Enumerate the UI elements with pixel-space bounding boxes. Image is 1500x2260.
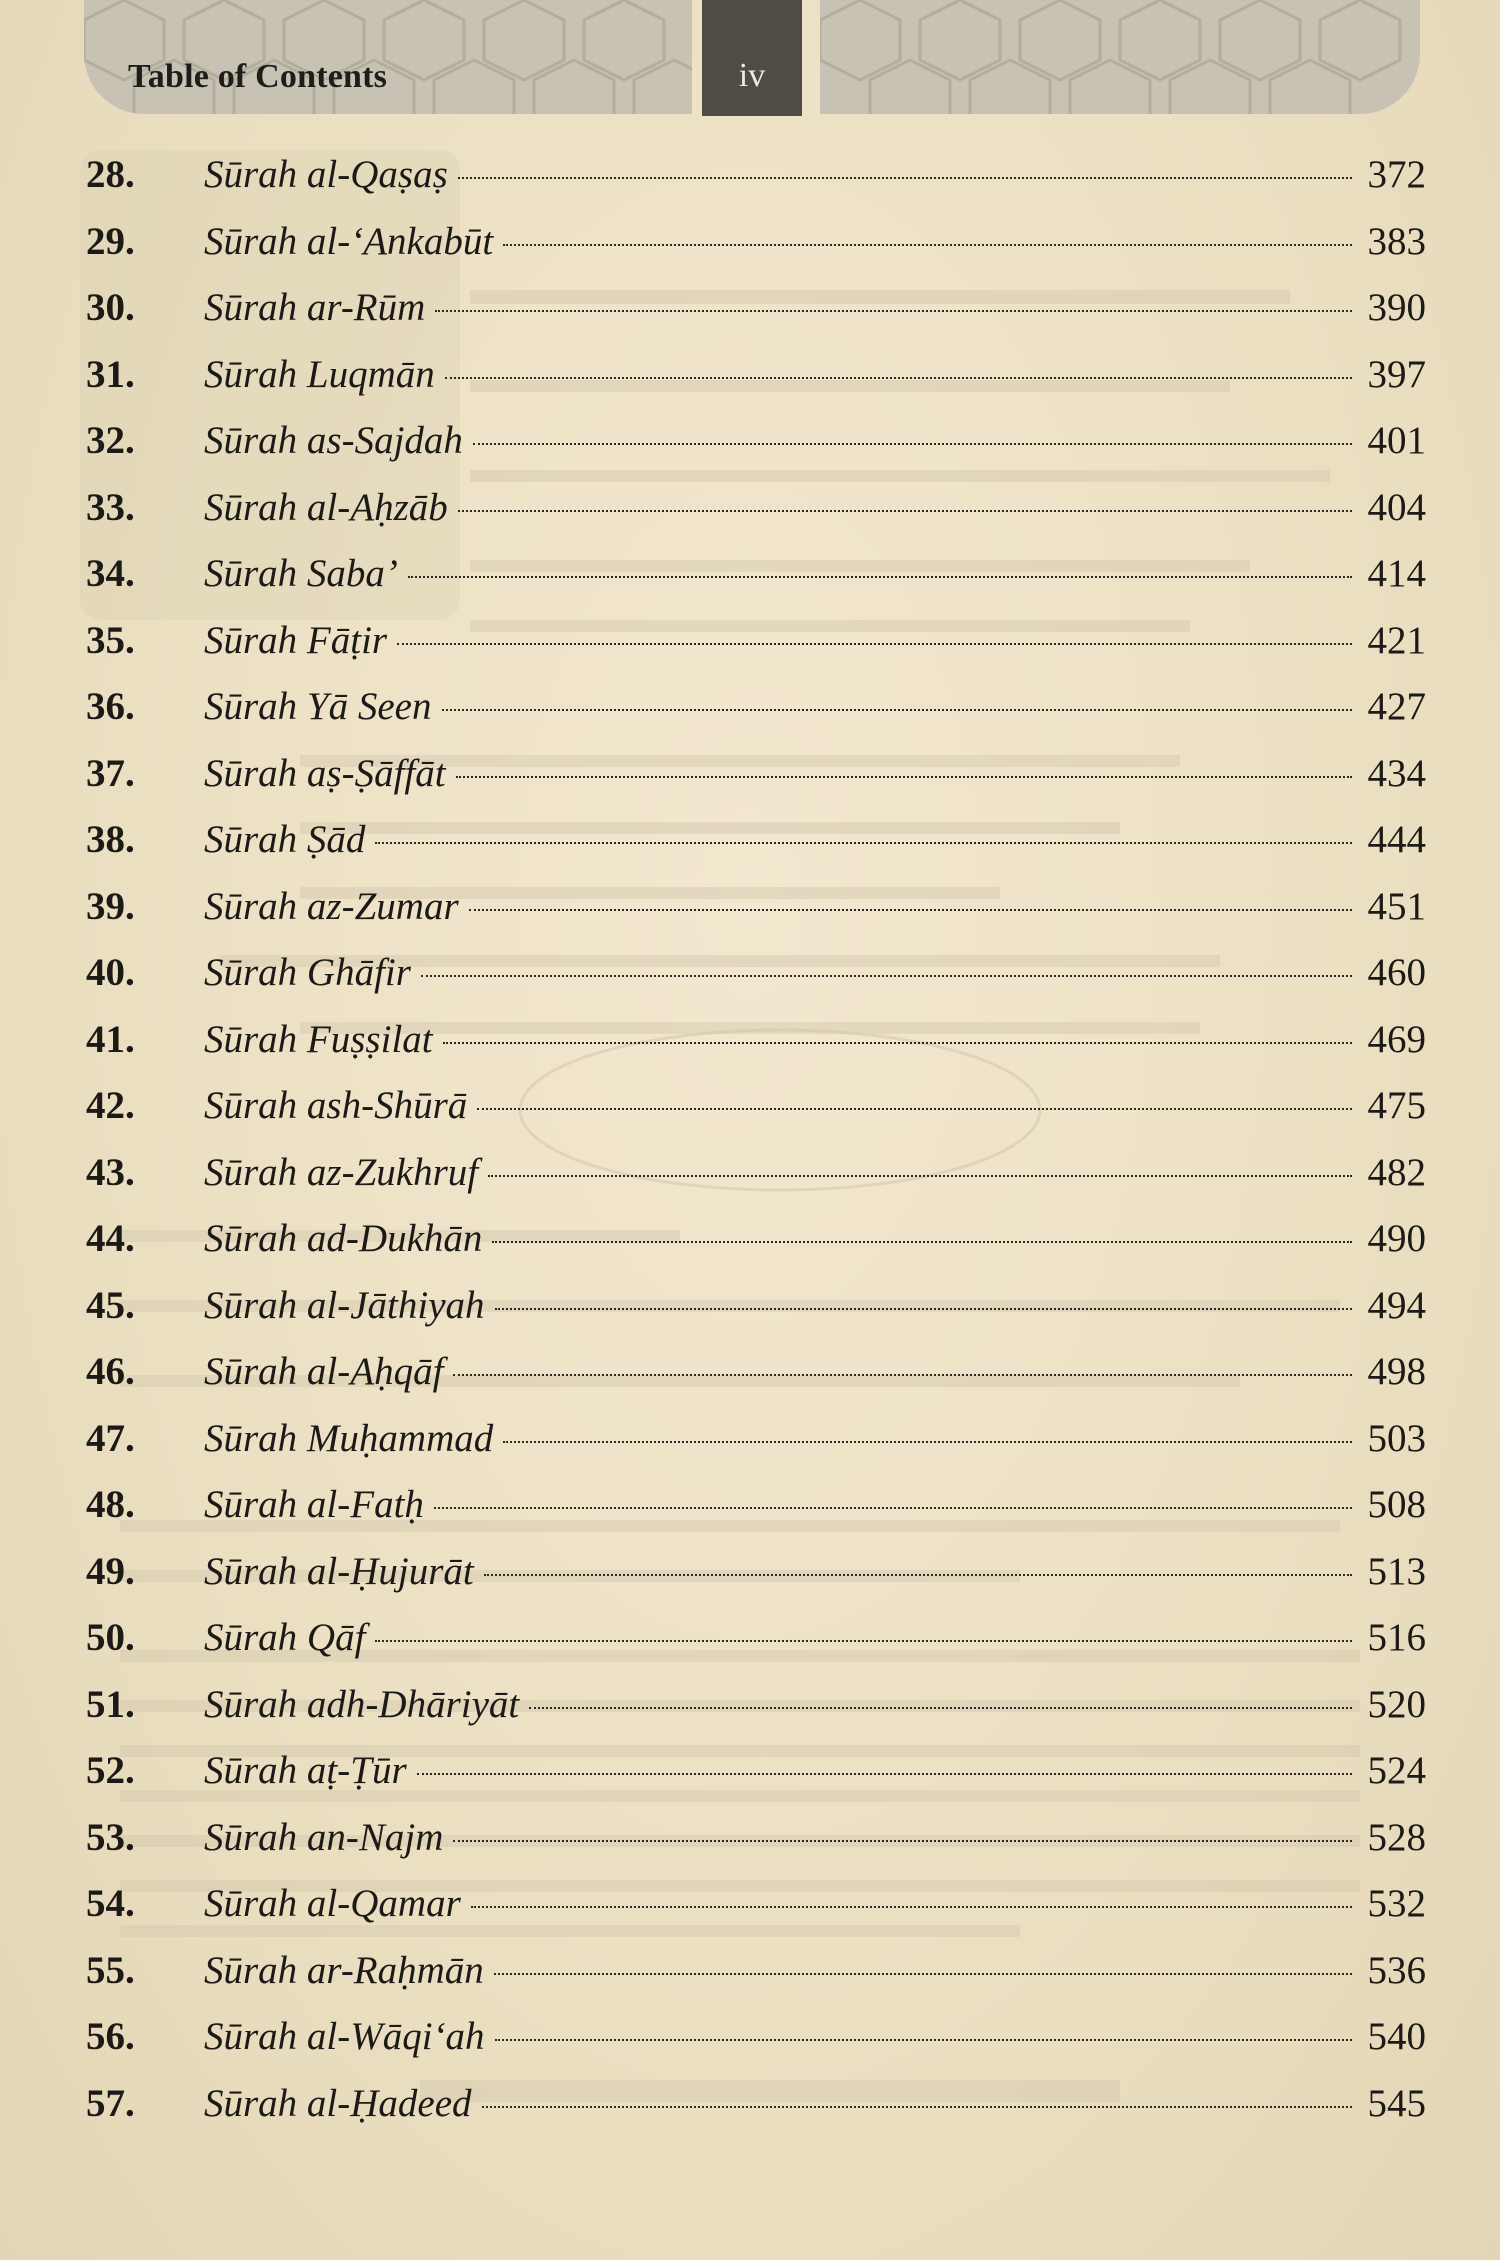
toc-entry[interactable]	[86, 1017, 1426, 1084]
entry-page: 503	[1367, 1416, 1426, 1460]
toc-entry[interactable]	[86, 1615, 1426, 1682]
entry-number: 51.	[86, 1682, 135, 1726]
toc-entry[interactable]	[86, 1682, 1426, 1749]
entry-number: 46.	[86, 1350, 135, 1393]
dot-leader	[443, 1042, 1352, 1044]
entry-title: Sūrah ar-Rūm	[204, 286, 426, 329]
entry-title: Sūrah al-Ḥadeed	[204, 2081, 472, 2125]
toc-entry[interactable]	[86, 1748, 1426, 1815]
entry-page: 520	[1367, 1682, 1426, 1726]
entry-title: Sūrah an-Najm	[204, 1815, 444, 1859]
entry-page: 513	[1367, 1549, 1426, 1593]
toc-entry[interactable]	[86, 884, 1426, 951]
entry-number: 35.	[86, 618, 135, 662]
entry-title: Sūrah adh-Dhāriyāt	[204, 1682, 520, 1726]
dot-leader	[469, 909, 1352, 911]
entry-number: 43.	[86, 1150, 135, 1194]
dot-leader	[488, 1175, 1352, 1177]
entry-page: 540	[1367, 2015, 1426, 2058]
entry-title: Sūrah Luqmān	[204, 352, 435, 396]
dot-leader	[495, 2039, 1352, 2041]
entry-page: 545	[1367, 2081, 1426, 2125]
dot-leader	[494, 1973, 1352, 1975]
dot-leader	[453, 1374, 1352, 1376]
entry-page: 383	[1367, 219, 1426, 263]
dot-leader	[453, 1840, 1352, 1842]
entry-page: 490	[1367, 1217, 1426, 1260]
dot-leader	[435, 310, 1352, 312]
entry-title: Sūrah Ghāfir	[204, 951, 411, 994]
entry-number: 33.	[86, 485, 135, 529]
entry-number: 38.	[86, 818, 135, 861]
entry-page: 372	[1367, 153, 1426, 196]
entry-number: 29.	[86, 219, 135, 263]
entry-title: Sūrah Fāṭir	[204, 618, 388, 662]
table-of-contents	[86, 152, 1426, 2147]
dot-leader	[434, 1507, 1352, 1509]
entry-page: 421	[1367, 618, 1426, 662]
entry-page: 508	[1367, 1483, 1426, 1526]
page-number: iv	[738, 57, 766, 94]
toc-entry[interactable]	[86, 1482, 1426, 1549]
dot-leader	[375, 1640, 1352, 1642]
entry-number: 45.	[86, 1283, 135, 1327]
dot-leader	[445, 377, 1352, 379]
entry-title: Sūrah Qāf	[204, 1616, 366, 1659]
entry-title: Sūrah al-Aḥqāf	[204, 1350, 444, 1393]
entry-page: 401	[1367, 419, 1426, 462]
toc-entry[interactable]	[86, 1948, 1426, 2015]
toc-entry[interactable]	[86, 2014, 1426, 2081]
toc-entry[interactable]	[86, 485, 1426, 552]
toc-entry[interactable]	[86, 2081, 1426, 2148]
entry-title: Sūrah Ṣād	[204, 818, 366, 861]
page-number-tab	[702, 0, 802, 116]
entry-number: 42.	[86, 1084, 135, 1127]
entry-page: 494	[1367, 1283, 1426, 1327]
dot-leader	[503, 244, 1352, 246]
dot-leader	[473, 443, 1352, 445]
dot-leader	[503, 1441, 1352, 1443]
entry-number: 53.	[86, 1815, 135, 1859]
dot-leader	[458, 510, 1352, 512]
entry-title: Sūrah al-Fatḥ	[204, 1483, 424, 1526]
entry-number: 49.	[86, 1549, 135, 1593]
entry-page: 427	[1367, 685, 1426, 728]
toc-entry[interactable]	[86, 1283, 1426, 1350]
dot-leader	[477, 1108, 1352, 1110]
entry-title: Sūrah ar-Raḥmān	[204, 1948, 484, 1992]
entry-number: 47.	[86, 1416, 135, 1460]
dot-leader	[417, 1773, 1352, 1775]
entry-number: 28.	[86, 153, 135, 196]
entry-page: 434	[1367, 751, 1426, 795]
dot-leader	[375, 842, 1352, 844]
entry-title: Sūrah al-Qaṣaṣ	[204, 153, 448, 196]
entry-page: 482	[1367, 1150, 1426, 1194]
entry-number: 32.	[86, 419, 135, 462]
entry-page: 444	[1367, 818, 1426, 861]
toc-entry[interactable]	[86, 219, 1426, 286]
toc-entry[interactable]	[86, 418, 1426, 485]
dot-leader	[408, 576, 1352, 578]
entry-number: 54.	[86, 1882, 135, 1925]
entry-page: 404	[1367, 485, 1426, 529]
entry-title: Sūrah al-‘Ankabūt	[204, 219, 494, 263]
entry-title: Sūrah az-Zukhruf	[204, 1150, 479, 1194]
dot-leader	[456, 776, 1352, 778]
entry-title: Sūrah ad-Dukhān	[204, 1217, 483, 1260]
entry-number: 48.	[86, 1483, 135, 1526]
header-band-right	[820, 0, 1420, 114]
dot-leader	[421, 975, 1352, 977]
toc-entry[interactable]	[86, 352, 1426, 419]
entry-number: 44.	[86, 1217, 135, 1260]
entry-number: 50.	[86, 1616, 135, 1659]
entry-page: 390	[1367, 286, 1426, 329]
entry-page: 498	[1367, 1350, 1426, 1393]
entry-page: 524	[1367, 1749, 1426, 1792]
header-title: Table of Contents	[128, 58, 388, 95]
entry-title: Sūrah al-Qamar	[204, 1882, 461, 1925]
entry-title: Sūrah Fuṣṣilat	[204, 1017, 433, 1061]
header-band-left	[84, 0, 692, 114]
toc-entry[interactable]	[86, 751, 1426, 818]
entry-page: 516	[1367, 1616, 1426, 1659]
dot-leader	[492, 1241, 1352, 1243]
entry-number: 36.	[86, 685, 135, 728]
entry-number: 30.	[86, 286, 135, 329]
dot-leader	[495, 1308, 1352, 1310]
entry-title: Sūrah Muḥammad	[204, 1416, 494, 1460]
entry-number: 31.	[86, 352, 135, 396]
toc-entry[interactable]	[86, 817, 1426, 884]
entry-page: 469	[1367, 1017, 1426, 1061]
entry-number: 57.	[86, 2081, 135, 2125]
entry-page: 528	[1367, 1815, 1426, 1859]
toc-entry[interactable]	[86, 152, 1426, 219]
toc-entry[interactable]	[86, 1150, 1426, 1217]
dot-leader	[442, 709, 1353, 711]
toc-entry[interactable]	[86, 1815, 1426, 1882]
entry-number: 39.	[86, 884, 135, 928]
dot-leader	[471, 1906, 1352, 1908]
entry-title: Sūrah aṭ-Ṭūr	[204, 1749, 407, 1792]
toc-entry[interactable]	[86, 1083, 1426, 1150]
entry-page: 532	[1367, 1882, 1426, 1925]
toc-entry[interactable]	[86, 618, 1426, 685]
dot-leader	[484, 1574, 1352, 1576]
entry-title: Sūrah al-Wāqi‘ah	[204, 2015, 485, 2058]
entry-title: Sūrah Saba’	[204, 552, 398, 595]
toc-entry[interactable]	[86, 551, 1426, 618]
toc-entry[interactable]	[86, 950, 1426, 1017]
dot-leader	[482, 2106, 1352, 2108]
entry-number: 52.	[86, 1749, 135, 1792]
dot-leader	[458, 177, 1352, 179]
entry-page: 451	[1367, 884, 1426, 928]
entry-title: Sūrah aṣ-Ṣāffāt	[204, 751, 446, 795]
toc-entry[interactable]	[86, 684, 1426, 751]
entry-page: 536	[1367, 1948, 1426, 1992]
entry-title: Sūrah al-Aḥzāb	[204, 485, 448, 529]
entry-number: 41.	[86, 1017, 135, 1061]
entry-number: 37.	[86, 751, 135, 795]
toc-entry[interactable]	[86, 1416, 1426, 1483]
entry-title: Sūrah al-Jāthiyah	[204, 1283, 485, 1327]
toc-entry[interactable]	[86, 1349, 1426, 1416]
entry-number: 34.	[86, 552, 135, 595]
entry-title: Sūrah al-Ḥujurāt	[204, 1549, 474, 1593]
entry-page: 460	[1367, 951, 1426, 994]
entry-title: Sūrah ash-Shūrā	[204, 1084, 468, 1127]
entry-page: 475	[1367, 1084, 1426, 1127]
entry-title: Sūrah az-Zumar	[204, 884, 459, 928]
toc-entry[interactable]	[86, 1216, 1426, 1283]
entry-number: 56.	[86, 2015, 135, 2058]
entry-number: 55.	[86, 1948, 135, 1992]
dot-leader	[529, 1707, 1352, 1709]
entry-number: 40.	[86, 951, 135, 994]
toc-entry[interactable]	[86, 1881, 1426, 1948]
geometric-pattern-icon	[820, 0, 1420, 114]
geometric-pattern-icon	[84, 0, 692, 114]
toc-entry[interactable]	[86, 285, 1426, 352]
entry-title: Sūrah as-Sajdah	[204, 419, 463, 462]
dot-leader	[397, 643, 1352, 645]
entry-title: Sūrah Yā Seen	[204, 685, 432, 728]
entry-page: 414	[1367, 552, 1426, 595]
entry-page: 397	[1367, 352, 1426, 396]
toc-entry[interactable]	[86, 1549, 1426, 1616]
